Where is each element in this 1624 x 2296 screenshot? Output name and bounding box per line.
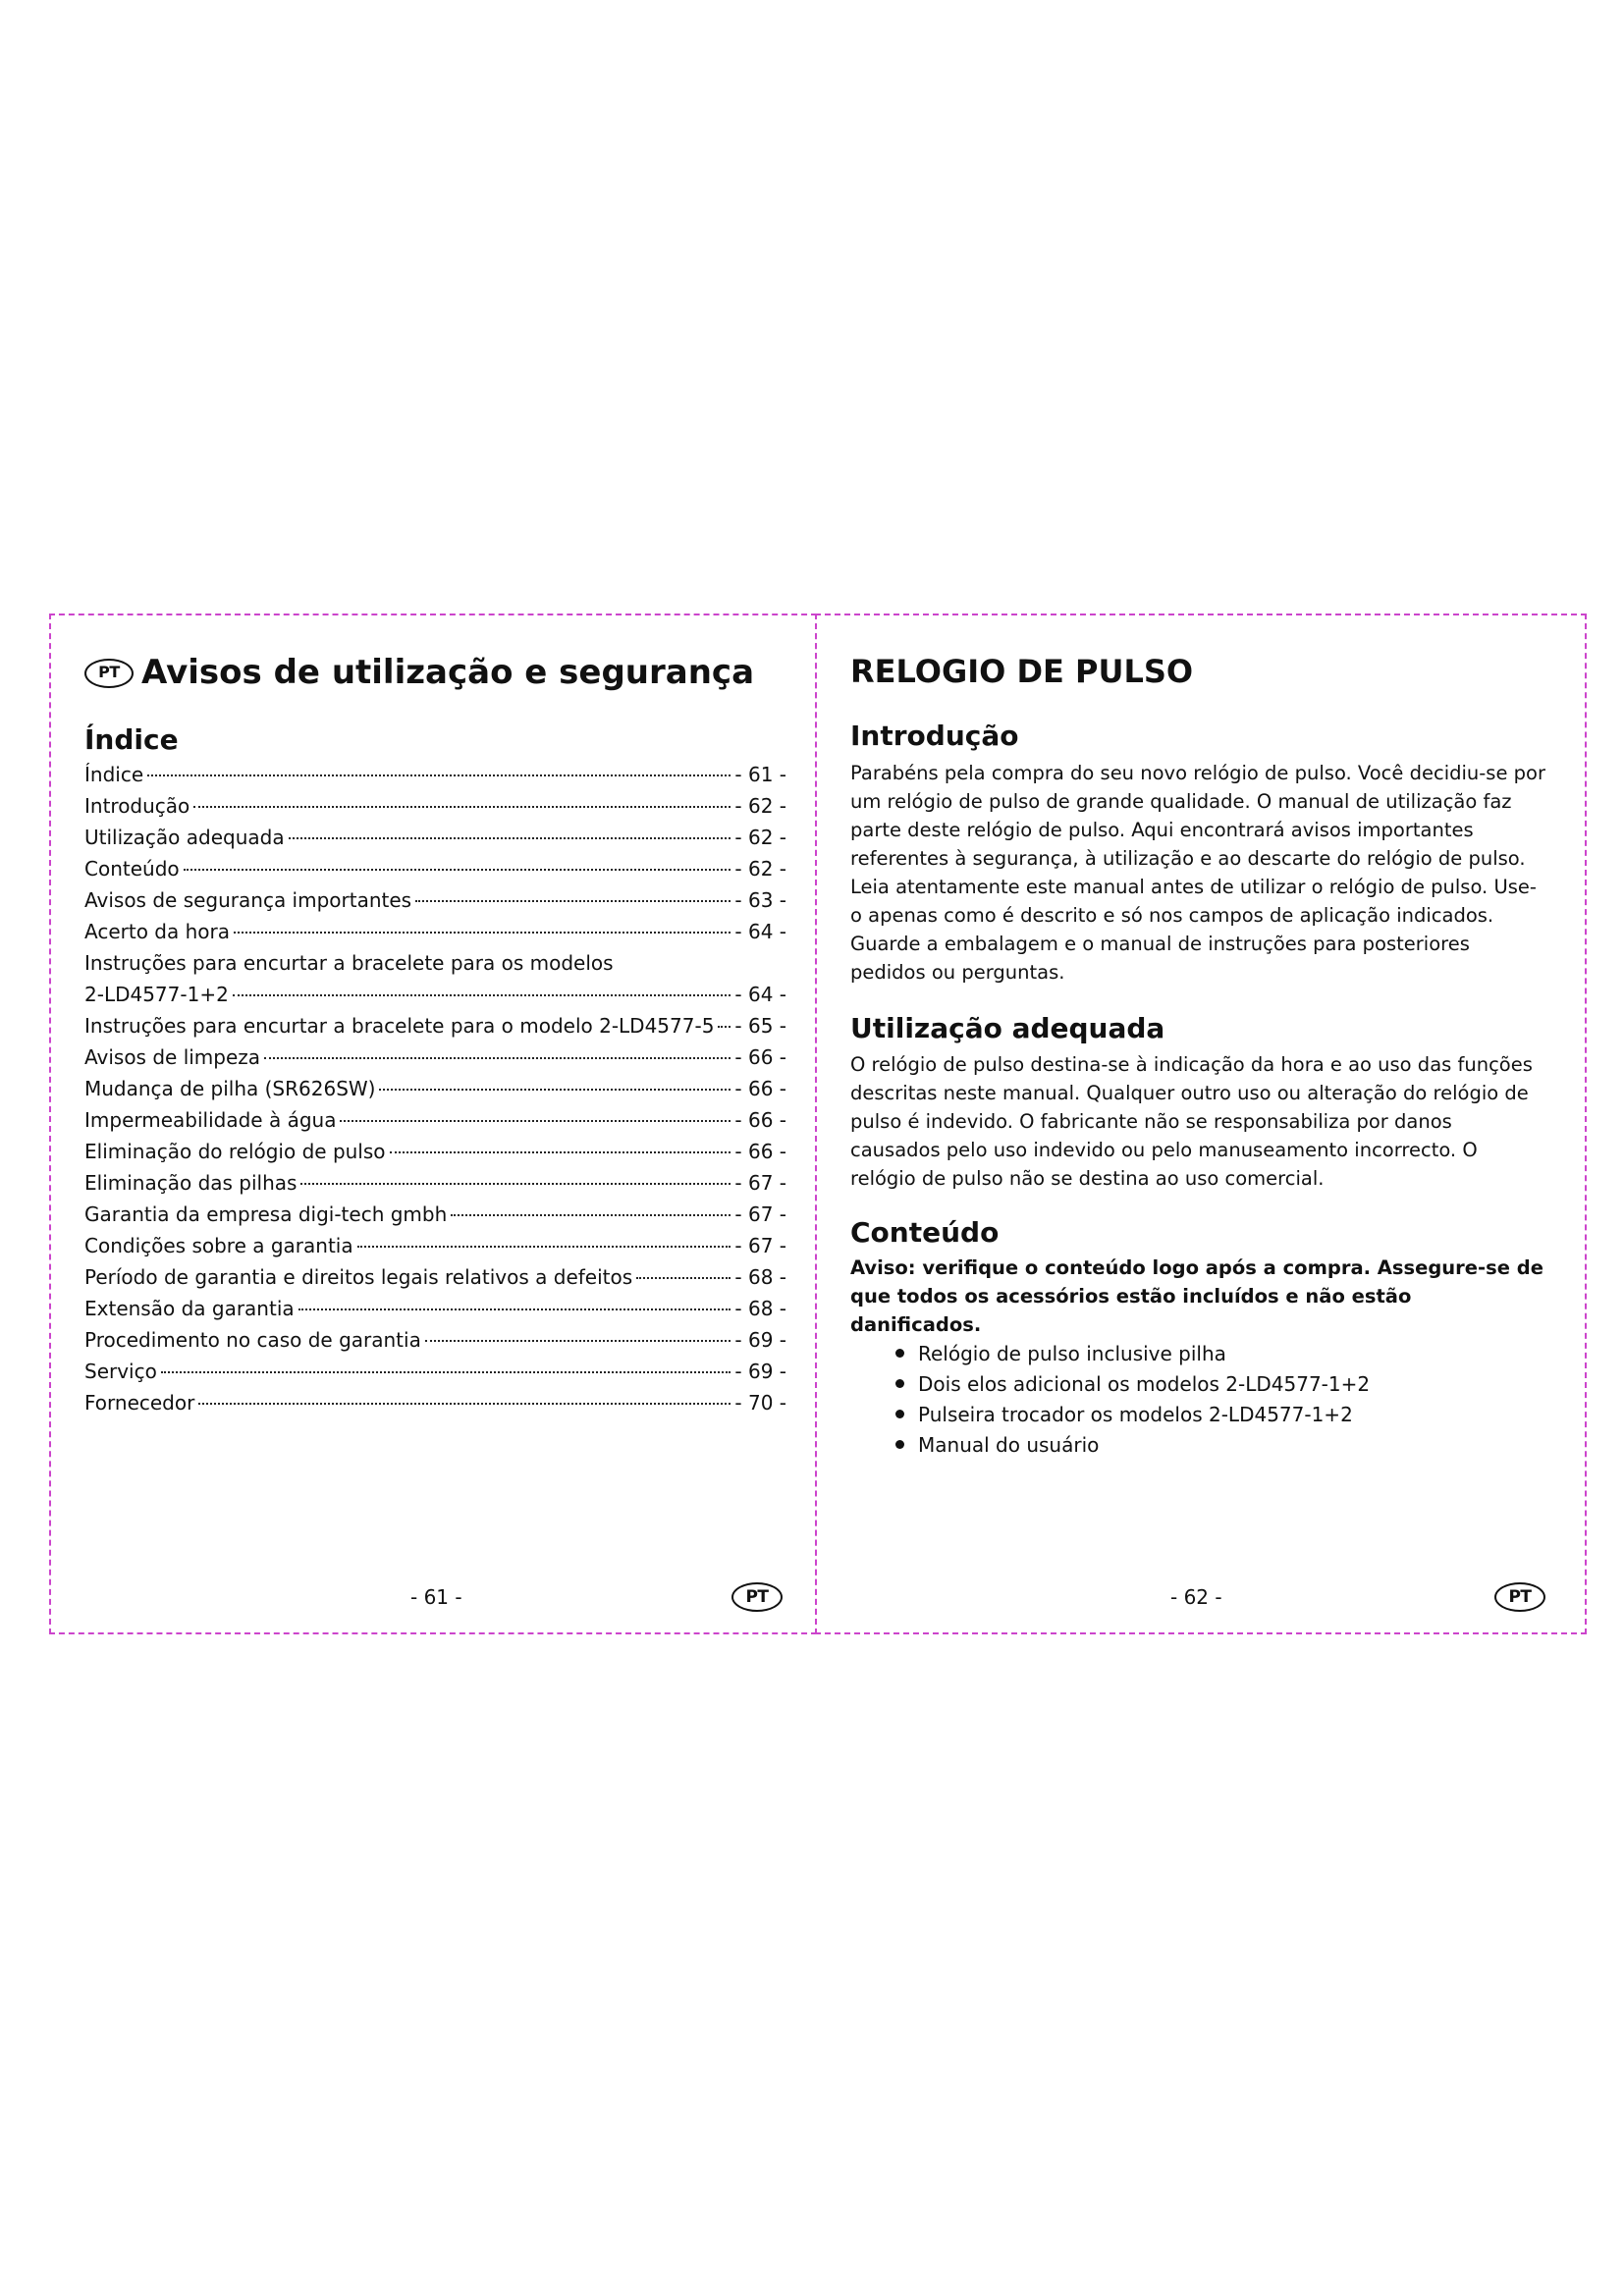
- list-item: [895, 1403, 1370, 1433]
- toc-page: - 66 -: [734, 1045, 786, 1069]
- toc-leader: [161, 1371, 731, 1373]
- toc-leader: [264, 1057, 731, 1059]
- toc-leader: [300, 1183, 731, 1185]
- toc-leader: [451, 1214, 731, 1216]
- toc-leader: [198, 1403, 731, 1405]
- bullet-icon: [895, 1440, 904, 1449]
- list-item-text: Manual do usuário: [918, 1433, 1100, 1457]
- toc-label: Avisos de limpeza: [84, 1045, 261, 1069]
- pt-language-badge: PT: [1494, 1582, 1545, 1612]
- toc-page: - 66 -: [734, 1140, 786, 1163]
- toc-entry[interactable]: [84, 1297, 786, 1328]
- toc-entry[interactable]: [84, 1077, 786, 1108]
- toc-page: - 66 -: [734, 1077, 786, 1100]
- toc-label: Avisos de segurança importantes: [84, 888, 412, 912]
- left-page-title: [84, 653, 754, 692]
- toc-entry[interactable]: [84, 1171, 786, 1202]
- right-page: [815, 614, 1587, 1634]
- toc-leader: [340, 1120, 731, 1122]
- toc-label: Garantia da empresa digi-tech gmbh: [84, 1202, 448, 1226]
- toc-page: - 65 -: [734, 1014, 786, 1038]
- toc-leader: [379, 1089, 731, 1091]
- list-item: [895, 1433, 1370, 1464]
- toc-label: Índice: [84, 763, 144, 786]
- toc-page: - 63 -: [734, 888, 786, 912]
- list-item-text: Dois elos adicional os modelos 2-LD4577-1+2: [918, 1372, 1371, 1396]
- toc-entry[interactable]: [84, 1265, 786, 1297]
- toc-entry[interactable]: [84, 1360, 786, 1391]
- intro-heading: Introdução: [850, 720, 1019, 752]
- toc-label: Serviço: [84, 1360, 157, 1383]
- toc-label: Período de garantia e direitos legais relativos a defeitos: [84, 1265, 633, 1289]
- left-page: [49, 614, 817, 1634]
- bullet-icon: [895, 1349, 904, 1358]
- toc-page: - 70 -: [734, 1391, 786, 1415]
- toc-page: - 66 -: [734, 1108, 786, 1132]
- toc-leader: [357, 1246, 731, 1248]
- toc-label: 2-LD4577-1+2: [84, 983, 229, 1006]
- toc-label: Introdução: [84, 794, 190, 818]
- table-of-contents: [84, 763, 786, 1422]
- contents-list: [895, 1342, 1370, 1464]
- toc-leader: [390, 1151, 731, 1153]
- toc-page: - 62 -: [734, 794, 786, 818]
- toc-entry[interactable]: [84, 888, 786, 920]
- toc-page: - 68 -: [734, 1265, 786, 1289]
- manual-spread: [49, 614, 1587, 1634]
- bullet-icon: [895, 1410, 904, 1418]
- toc-entry[interactable]: [84, 1328, 786, 1360]
- toc-leader: [718, 1026, 731, 1028]
- toc-entry[interactable]: [84, 794, 786, 826]
- toc-leader: [193, 806, 731, 808]
- toc-entry[interactable]: [84, 826, 786, 857]
- toc-label: Acerto da hora: [84, 920, 230, 943]
- list-item-text: Relógio de pulso inclusive pilha: [918, 1342, 1226, 1365]
- list-item: [895, 1342, 1370, 1372]
- toc-label: Mudança de pilha (SR626SW): [84, 1077, 376, 1100]
- toc-leader: [636, 1277, 731, 1279]
- toc-leader: [233, 994, 731, 996]
- list-item-text: Pulseira trocador os modelos 2-LD4577-1+2: [918, 1403, 1353, 1426]
- usage-paragraph: O relógio de pulso destina-se à indicação da hora e ao uso das funções descritas neste manual. Qualquer outro uso ou alteração do relógio de pulso é indevido. O fabricante não se responsabiliza por danos causados pelo uso indevido ou pelo manuseamento incorrecto. O relógio de pulso não se destina ao uso comercial.: [850, 1053, 1533, 1190]
- toc-page: - 64 -: [734, 983, 786, 1006]
- toc-entry[interactable]: [84, 1108, 786, 1140]
- safety-title: Avisos de utilização e segurança: [141, 653, 755, 692]
- toc-entry[interactable]: [84, 857, 786, 888]
- list-item: [895, 1372, 1370, 1403]
- index-heading: Índice: [84, 723, 179, 756]
- usage-heading: Utilização adequada: [850, 1012, 1165, 1044]
- toc-leader: [298, 1308, 731, 1310]
- toc-entry[interactable]: [84, 1140, 786, 1171]
- toc-entry[interactable]: [84, 983, 786, 1014]
- toc-label: Extensão da garantia: [84, 1297, 295, 1320]
- toc-page: - 68 -: [734, 1297, 786, 1320]
- bullet-icon: [895, 1379, 904, 1388]
- toc-leader: [234, 932, 731, 934]
- intro-paragraph: Parabéns pela compra do seu novo relógio de pulso. Você decidiu-se por um relógio de pulso de grande qualidade. O manual de utilização faz parte deste relógio de pulso. Aqui encontrará avisos importantes referentes à segurança, à utilização e ao descarte do relógio de pulso. Leia atentamente este manual antes de utilizar o relógio de pulso. Use-o apenas como é descrito e só nos campos de aplicação indicados. Guarde a embalagem e o manual de instruções para posteriores pedidos ou perguntas.: [850, 762, 1545, 984]
- toc-label: Impermeabilidade à água: [84, 1108, 337, 1132]
- page-number: - 62 -: [1170, 1585, 1222, 1609]
- page-title: RELOGIO DE PULSO: [850, 653, 1194, 690]
- toc-leader: [147, 774, 731, 776]
- toc-page: - 61 -: [734, 763, 786, 786]
- page-number: - 61 -: [410, 1585, 462, 1609]
- toc-entry[interactable]: [84, 763, 786, 794]
- toc-page: - 62 -: [734, 826, 786, 849]
- toc-leader: [425, 1340, 731, 1342]
- toc-entry[interactable]: [84, 1014, 786, 1045]
- toc-page: - 69 -: [734, 1328, 786, 1352]
- pt-language-badge: PT: [731, 1582, 783, 1612]
- toc-page: - 67 -: [734, 1234, 786, 1257]
- toc-label: Instruções para encurtar a bracelete para os modelos: [84, 951, 614, 975]
- toc-page: - 67 -: [734, 1202, 786, 1226]
- toc-entry-continued[interactable]: [84, 951, 786, 983]
- toc-page: - 69 -: [734, 1360, 786, 1383]
- contents-notice: Aviso: verifique o conteúdo logo após a compra. Assegure-se de que todos os acessórios estão incluídos e não estão danificados.: [850, 1256, 1543, 1336]
- toc-entry[interactable]: [84, 1202, 786, 1234]
- toc-leader: [289, 837, 731, 839]
- toc-label: Eliminação do relógio de pulso: [84, 1140, 386, 1163]
- toc-label: Instruções para encurtar a bracelete para o modelo 2-LD4577-5: [84, 1014, 715, 1038]
- pt-language-badge: PT: [84, 659, 134, 688]
- toc-label: Eliminação das pilhas: [84, 1171, 298, 1195]
- toc-leader: [184, 869, 731, 871]
- toc-page: - 62 -: [734, 857, 786, 881]
- toc-entry[interactable]: [84, 920, 786, 951]
- toc-label: Fornecedor: [84, 1391, 195, 1415]
- toc-entry[interactable]: [84, 1045, 786, 1077]
- toc-label: Condições sobre a garantia: [84, 1234, 353, 1257]
- toc-entry[interactable]: [84, 1391, 786, 1422]
- toc-label: Utilização adequada: [84, 826, 285, 849]
- toc-page: - 67 -: [734, 1171, 786, 1195]
- contents-heading: Conteúdo: [850, 1216, 1000, 1249]
- toc-label: Conteúdo: [84, 857, 180, 881]
- toc-entry[interactable]: [84, 1234, 786, 1265]
- toc-label: Procedimento no caso de garantia: [84, 1328, 421, 1352]
- toc-leader: [415, 900, 731, 902]
- toc-page: - 64 -: [734, 920, 786, 943]
